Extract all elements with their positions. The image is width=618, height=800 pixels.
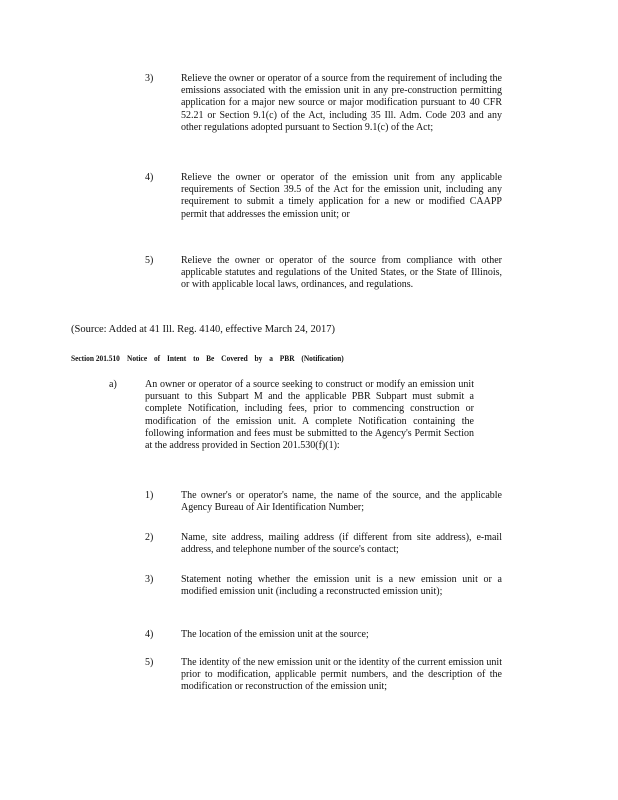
item-text: The owner's or operator's name, the name of the source, and the applicable Agency Bureau of Air Identification Number; [181, 490, 502, 514]
item-text: The location of the emission unit at the source; [181, 629, 369, 640]
item-text: The identity of the new emission unit or the identity of the current emission unit prior to modification, applicable permit numbers, and the description of the modification or reconstruction of the emission unit; [181, 657, 502, 693]
subsection-label: a) [109, 379, 117, 390]
source-note: (Source: Added at 41 Ill. Reg. 4140, effective March 24, 2017) [71, 324, 335, 335]
item-text: Relieve the owner or operator of a source from the requirement of including the emissions associated with the emission unit in any pre-construction permitting application for a major new source or major modification pursuant to 40 CFR 52.21 or Section 9.1(c) of the Act, including 35 Ill. Adm. Code 203 and any other regulations adopted pursuant to Section 9.1(c) of the Act; [181, 73, 502, 133]
item-number: 1) [145, 490, 154, 501]
item-text: Statement noting whether the emission unit is a new emission unit or a modified emission unit (including a reconstructed emission unit); [181, 574, 502, 598]
item-number: 5) [145, 255, 154, 266]
item-text: Relieve the owner or operator of the source from compliance with other applicable statutes and regulations of the United States, or the State of Illinois, or with applicable local laws, ordinances, and regulations. [181, 255, 502, 291]
item-number: 5) [145, 657, 154, 668]
item-number: 3) [145, 574, 154, 585]
item-text: Name, site address, mailing address (if different from site address), e-mail address, and telephone number of the source's contact; [181, 532, 502, 556]
section-title: Notice of Intent to Be Covered by a PBR (Notification) [127, 353, 344, 363]
item-text: Relieve the owner or operator of the emission unit from any applicable requirements of Section 39.5 of the Act for the emission unit, including any requirement to submit a timely application for a new or modified CAAPP permit that addresses the emission unit; or [181, 172, 502, 220]
item-number: 2) [145, 532, 154, 543]
subsection-text: An owner or operator of a source seeking to construct or modify an emission unit pursuant to this Subpart M and the applicable PBR Subpart must submit a complete Notification, including fees, prior to commencing construction or modification of the emission unit. A complete Notification containing the following information and fees must be submitted to the Agency's Permit Section at the address provided in Section 201.530(f)(1): [145, 379, 474, 452]
item-number: 4) [145, 629, 154, 640]
section-number: Section 201.510 [71, 353, 120, 363]
item-number: 4) [145, 172, 154, 183]
item-number: 3) [145, 73, 154, 84]
